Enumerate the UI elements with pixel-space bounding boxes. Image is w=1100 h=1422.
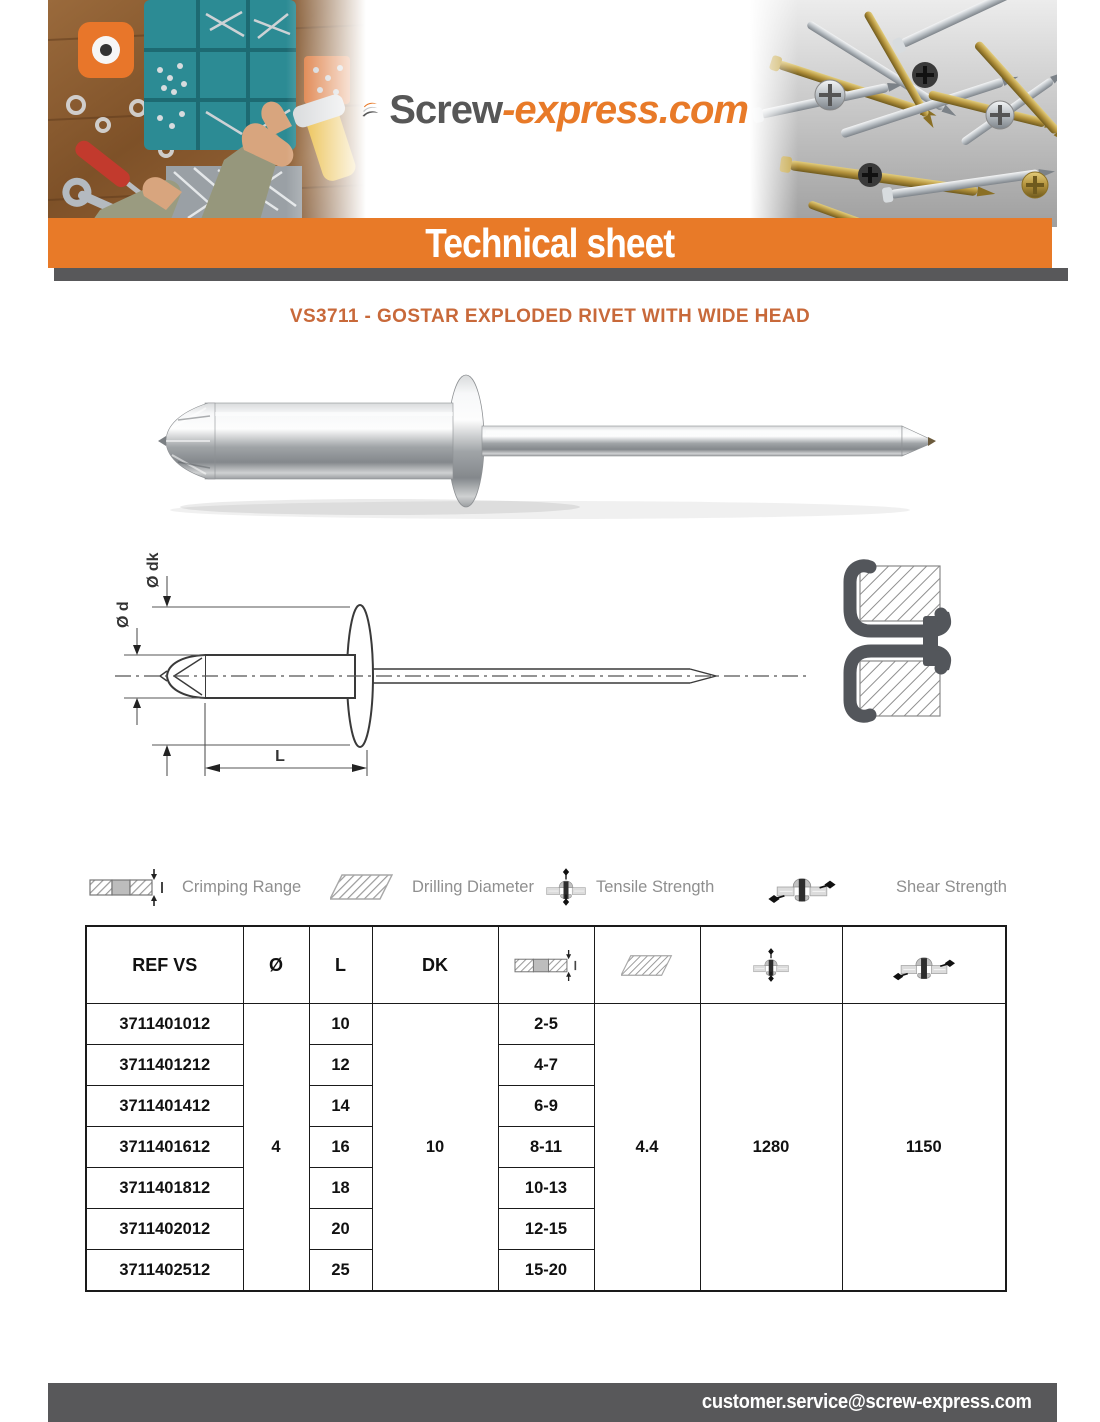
dim-label-dk: Ø dk: [145, 552, 162, 588]
cell-crimp: 10-13: [498, 1168, 594, 1209]
banner-title: Technical sheet: [425, 220, 675, 266]
cell-length: 10: [309, 1004, 372, 1045]
drilling-diameter-icon: [330, 873, 394, 901]
legend-crimping-range: [88, 862, 301, 912]
footer-bar: [48, 1383, 1057, 1422]
col-header-crimping: [498, 926, 594, 1004]
technical-sheet-banner: [48, 218, 1052, 268]
cell-shear-merged: 1150: [842, 1004, 1006, 1292]
logo-swoosh-icon: [362, 74, 379, 146]
dim-label-d: Ø d: [115, 601, 132, 628]
footer-email: customer.service@screw-express.com: [701, 1391, 1032, 1413]
legend-shear-strength: [768, 862, 1007, 912]
cell-ref: 3711401612: [86, 1127, 243, 1168]
col-header-shear: [842, 926, 1006, 1004]
cell-length: 14: [309, 1086, 372, 1127]
legend-tensile-strength: [546, 862, 714, 912]
col-header-dk: DK: [372, 926, 498, 1004]
cell-crimp: 6-9: [498, 1086, 594, 1127]
col-header-drilling: [594, 926, 700, 1004]
workbench-photo-illustration: [48, 0, 366, 227]
logo-word-express: -express.com: [502, 87, 748, 132]
cell-ref: 3711402012: [86, 1209, 243, 1250]
header-photo-screws: [750, 0, 1057, 227]
cell-ref: 3711401412: [86, 1086, 243, 1127]
rivet-product-photo: [120, 358, 950, 528]
cell-length: 16: [309, 1127, 372, 1168]
installed-rivet-cross-section: [850, 566, 951, 716]
legend-label-crimping: Crimping Range: [182, 877, 302, 896]
shear-strength-icon: [768, 867, 836, 907]
cell-ref: 3711401012: [86, 1004, 243, 1045]
tensile-strength-icon: [753, 939, 789, 991]
cell-crimp: 4-7: [498, 1045, 594, 1086]
cell-length: 18: [309, 1168, 372, 1209]
spec-table: [85, 925, 1007, 1292]
cell-ref: 3711401812: [86, 1168, 243, 1209]
cell-crimp: 2-5: [498, 1004, 594, 1045]
col-header-ref: REF VS: [86, 926, 243, 1004]
cell-length: 12: [309, 1045, 372, 1086]
shear-strength-icon: [893, 947, 955, 984]
cell-diameter-merged: 4: [243, 1004, 309, 1292]
dim-label-l: L: [275, 748, 285, 765]
rivet-technical-drawing: [90, 528, 1010, 800]
crimping-range-icon: [88, 869, 166, 906]
cell-crimp: 12-15: [498, 1209, 594, 1250]
cell-dk-merged: 10: [372, 1004, 498, 1292]
legend-label-tensile: Tensile Strength: [596, 877, 715, 896]
legend-drilling-diameter: [330, 862, 534, 912]
header-photo-workbench: [48, 0, 366, 227]
tensile-strength-icon: [546, 859, 586, 915]
cell-ref: 3711402512: [86, 1250, 243, 1292]
cell-length: 25: [309, 1250, 372, 1292]
spec-table-header-row: [86, 926, 1006, 1004]
cell-drilling-merged: 4.4: [594, 1004, 700, 1292]
screws-photo-illustration: [750, 0, 1057, 227]
legend-label-drilling: Drilling Diameter: [412, 877, 534, 896]
drilling-diameter-icon: [621, 954, 673, 977]
cell-tensile-merged: 1280: [700, 1004, 842, 1292]
legend-label-shear: Shear Strength: [896, 877, 1007, 896]
product-title: VS3711 - GOSTAR EXPLODED RIVET WITH WIDE HEAD: [289, 306, 811, 327]
cell-crimp: 15-20: [498, 1250, 594, 1292]
crimping-range-icon: [513, 950, 579, 981]
cell-crimp: 8-11: [498, 1127, 594, 1168]
logo-word-screw: Screw: [389, 87, 503, 132]
col-header-diameter: Ø: [243, 926, 309, 1004]
col-header-tensile: [700, 926, 842, 1004]
logo-text: [389, 88, 748, 133]
logo: [362, 62, 748, 158]
cell-ref: 3711401212: [86, 1045, 243, 1086]
table-row: [86, 1004, 1006, 1045]
cell-length: 20: [309, 1209, 372, 1250]
banner-shadow-strip: [54, 268, 1068, 281]
col-header-length: L: [309, 926, 372, 1004]
